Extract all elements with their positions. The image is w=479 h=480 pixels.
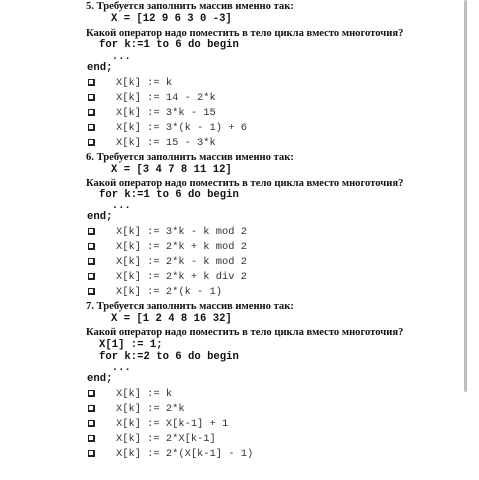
vertical-scrollbar[interactable] — [464, 0, 467, 392]
checkbox-icon[interactable] — [88, 94, 95, 101]
checkbox-icon[interactable] — [88, 405, 95, 412]
array-definition: X = [12 9 6 3 0 -3] — [111, 13, 232, 25]
task-title: 7. Требуется заполнить массив именно так: — [86, 301, 294, 312]
answer-option[interactable]: X[k] := 2*k + k mod 2 — [88, 239, 247, 254]
task-title: 5. Требуется заполнить массив именно так: — [86, 1, 294, 12]
code-line: for k:=1 to 6 do begin — [99, 39, 239, 51]
answer-option[interactable]: X[k] := 2*k — [88, 401, 185, 416]
code-line: for k:=1 to 6 do begin — [99, 189, 239, 201]
task-5 — [86, 0, 294, 13]
task-question: Какой оператор надо поместить в тело цикла вместо многоточия? — [86, 28, 404, 39]
answer-option[interactable]: X[k] := k — [88, 386, 172, 401]
answer-option[interactable]: X[k] := X[k-1] + 1 — [88, 416, 228, 431]
answer-option[interactable]: X[k] := 2*X[k-1] — [88, 431, 216, 446]
checkbox-icon[interactable] — [88, 243, 95, 250]
answer-option[interactable]: X[k] := k — [88, 75, 172, 90]
answer-option[interactable]: X[k] := 2*(k - 1) — [88, 284, 222, 299]
code-line: end; — [87, 373, 113, 385]
checkbox-icon[interactable] — [88, 139, 95, 146]
code-line: ... — [99, 362, 131, 374]
checkbox-icon[interactable] — [88, 124, 95, 131]
code-line: for k:=2 to 6 do begin — [99, 351, 239, 363]
task-question: Какой оператор надо поместить в тело цикла вместо многоточия? — [86, 178, 404, 189]
code-line: end; — [87, 62, 113, 74]
code-line: ... — [99, 200, 131, 212]
checkbox-icon[interactable] — [88, 273, 95, 280]
checkbox-icon[interactable] — [88, 79, 95, 86]
answer-option[interactable]: X[k] := 3*(k - 1) + 6 — [88, 120, 247, 135]
task-question: Какой оператор надо поместить в тело цикла вместо многоточия? — [86, 327, 404, 338]
checkbox-icon[interactable] — [88, 258, 95, 265]
checkbox-icon[interactable] — [88, 228, 95, 235]
checkbox-icon[interactable] — [88, 390, 95, 397]
checkbox-icon[interactable] — [88, 420, 95, 427]
checkbox-icon[interactable] — [88, 109, 95, 116]
answer-option[interactable]: X[k] := 3*k - k mod 2 — [88, 224, 247, 239]
checkbox-icon[interactable] — [88, 435, 95, 442]
task-title: 6. Требуется заполнить массив именно так: — [86, 152, 294, 163]
answer-option[interactable]: X[k] := 3*k - 15 — [88, 105, 216, 120]
answer-option[interactable]: X[k] := 15 - 3*k — [88, 135, 216, 150]
answer-option[interactable]: X[k] := 2*(X[k-1] - 1) — [88, 446, 253, 461]
answer-option[interactable]: X[k] := 2*k + k div 2 — [88, 269, 247, 284]
array-definition: X = [1 2 4 8 16 32] — [111, 313, 232, 325]
answer-option[interactable]: X[k] := 2*k - k mod 2 — [88, 254, 247, 269]
array-definition: X = [3 4 7 8 11 12] — [111, 164, 232, 176]
code-line: ... — [99, 51, 131, 63]
answer-option[interactable]: X[k] := 14 - 2*k — [88, 90, 216, 105]
checkbox-icon[interactable] — [88, 288, 95, 295]
code-line: X[1] := 1; — [99, 339, 163, 351]
code-line: end; — [87, 211, 113, 223]
checkbox-icon[interactable] — [88, 450, 95, 457]
